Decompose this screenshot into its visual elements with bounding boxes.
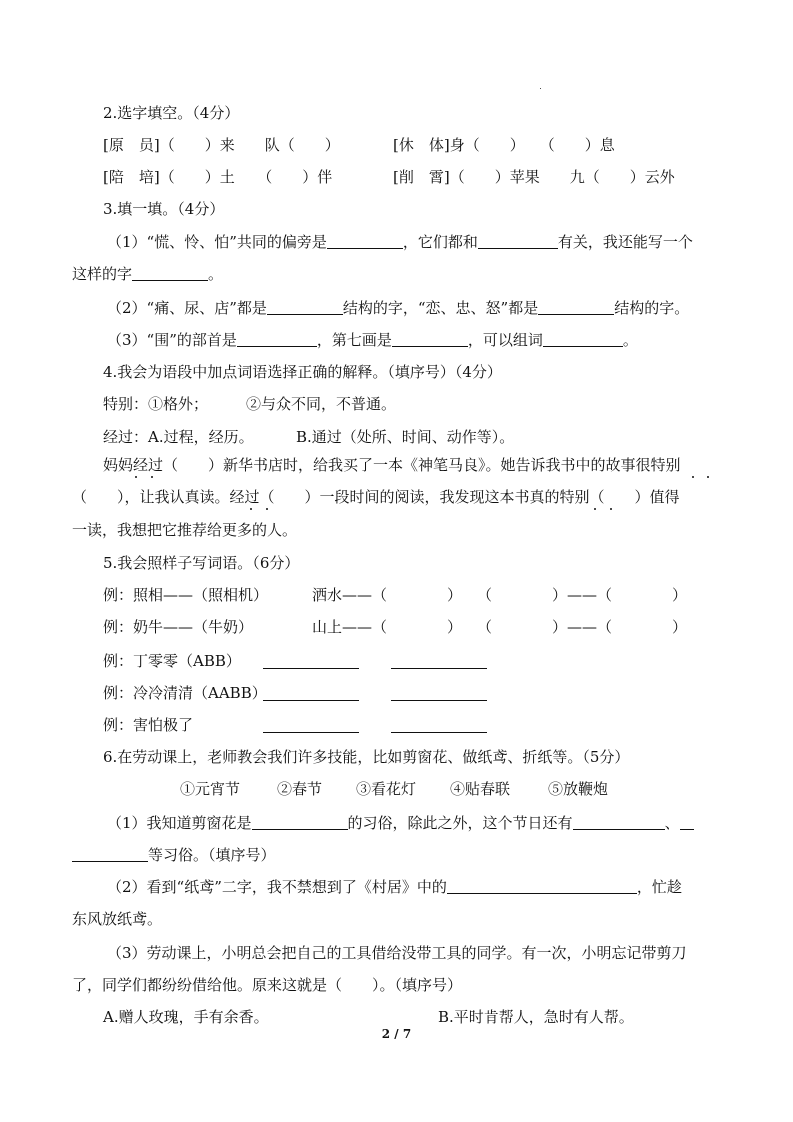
q4-title: 4.我会为语段中加点词语选择正确的解释。（填序号）（4分） — [103, 363, 502, 381]
q6-choice-b: B.平时肯帮人，急时有人帮。 — [438, 1008, 634, 1026]
q6-item1-text-d: 等习俗。（填序号） — [148, 846, 276, 864]
emphasis-dot — [250, 508, 252, 510]
q6-item1-text-b: 的习俗，除此之外，这个节日还有 — [347, 814, 573, 832]
q3-item3-text-c: ，可以组词 — [467, 331, 543, 349]
q2-row1-set1: [原 员]（ ）来 队（ ） — [103, 136, 340, 154]
q3-blank-char[interactable] — [132, 265, 208, 281]
q3-blank-word[interactable] — [543, 331, 623, 347]
q5-blank-abb-2[interactable] — [391, 668, 487, 669]
q5-example2: 例：奶牛——（牛奶） — [103, 618, 254, 636]
scan-mark — [540, 88, 541, 89]
q6-item3-line2: 了，同学们都纷纷借给他。原来这就是（ ）。（填序号） — [72, 976, 463, 994]
q3-item3-text-d: 。 — [622, 331, 638, 349]
q3-item1-text-a: （1）“慌、怜、怕”共同的偏旁是 — [107, 233, 327, 251]
q6-option: ⑤放鞭炮 — [548, 780, 609, 798]
emphasis-dot — [135, 476, 137, 478]
q3-item3 — [107, 330, 638, 350]
q4-def1-a: ①格外； — [148, 395, 209, 413]
q6-option: ④贴春联 — [450, 780, 511, 798]
emphasis-dot — [610, 508, 612, 510]
q5-example5: 例：害怕极了 — [103, 716, 194, 734]
q5-task2: 山上——（ ） （ ）——（ ） — [312, 618, 688, 636]
q4-def1-label: 特别： — [103, 395, 149, 413]
q3-item1-text-b: ，它们都和 — [402, 233, 478, 251]
q5-blank-jile-2[interactable] — [391, 732, 487, 733]
emphasis-dot — [594, 508, 596, 510]
q6-item1-text-c: 、 — [664, 814, 680, 832]
q4-def2-a: A.过程，经历。 — [148, 428, 254, 446]
q3-item1-text-e: 。 — [208, 265, 224, 283]
q5-task1: 洒水——（ ） （ ）——（ ） — [312, 586, 688, 604]
page-number: 2 / 7 — [381, 1027, 412, 1041]
q3-blank-structure2[interactable] — [538, 299, 614, 315]
q6-item1-text-a: （1）我知道剪窗花是 — [107, 814, 252, 832]
q6-choice-a: A.赠人玫瑰，手有余香。 — [103, 1008, 269, 1026]
q4-paragraph-line2: （ ），让我认真读。经过（ ）一段时间的阅读，我发现这本书真的特别（ ）值得 — [72, 488, 680, 506]
q3-blank-related[interactable] — [478, 233, 558, 249]
q3-item1-text-c: 有关，我还能写一个 — [557, 233, 693, 251]
q6-blank-poem[interactable] — [447, 878, 637, 894]
q6-item2-text-b: ，忙趁 — [636, 878, 682, 896]
q3-blank-radical-wei[interactable] — [237, 331, 317, 347]
q4-paragraph-line3: 一读，我想把它推荐给更多的人。 — [72, 521, 298, 539]
q3-item3-text-a: （3）“围”的部首是 — [107, 331, 237, 349]
q6-item2-line1 — [107, 877, 682, 897]
q2-row2-set2: [削 霄]（ ）苹果 九（ ）云外 — [393, 168, 675, 186]
q2-row1-set2: [休 体]身（ ） （ ）息 — [393, 136, 615, 154]
q4-def2-b: B.通过（处所、时间、动作等）。 — [296, 428, 515, 446]
q6-item3-line1: （3）劳动课上，小明总会把自己的工具借给没带工具的同学。有一次，小明忘记带剪刀 — [107, 944, 687, 962]
q3-item1-line1 — [107, 232, 693, 252]
q5-example3: 例：丁零零（ABB） — [103, 652, 241, 670]
emphasis-dot — [266, 508, 268, 510]
q3-item1-line2 — [72, 264, 223, 284]
q5-blank-abb-1[interactable] — [263, 668, 359, 669]
q5-blank-aabb-1[interactable] — [263, 700, 359, 701]
q4-paragraph-line1: 妈妈经过（ ）新华书店时，给我买了一本《神笔马良》。她告诉我书中的故事很特别 — [103, 456, 681, 474]
emphasis-dot — [151, 476, 153, 478]
q3-item2-text-a: （2）“痛、尿、店”都是 — [107, 299, 267, 317]
q2-row2-set1: [陪 培]（ ）土 （ ）伴 — [103, 168, 333, 186]
q6-item2-line2: 东风放纸鸢。 — [72, 910, 163, 928]
q6-option: ①元宵节 — [180, 780, 241, 798]
q6-blank-custom2-start[interactable] — [680, 814, 694, 830]
emphasis-dot — [707, 476, 709, 478]
q5-example1: 例：照相——（照相机） — [103, 586, 269, 604]
q6-blank-custom2[interactable] — [72, 846, 148, 862]
q6-item1-line1 — [107, 813, 694, 833]
q6-blank-custom1[interactable] — [573, 814, 665, 830]
q4-def1-b: ②与众不同，不普通。 — [246, 395, 397, 413]
q5-example4: 例：冷冷清清（AABB） — [103, 684, 267, 702]
q3-item2 — [107, 298, 689, 318]
q3-item3-text-b: ，第七画是 — [316, 331, 392, 349]
q6-blank-festival[interactable] — [252, 814, 348, 830]
q2-title: 2.选字填空。（4分） — [103, 104, 240, 122]
q4-def2-label: 经过： — [103, 428, 149, 446]
q6-option: ②春节 — [277, 780, 323, 798]
q6-title: 6.在劳动课上，老师教会我们许多技能，比如剪窗花、做纸鸢、折纸等。（5分） — [103, 748, 630, 766]
q3-title: 3.填一填。（4分） — [103, 200, 225, 218]
q3-item2-text-c: 结构的字。 — [614, 299, 690, 317]
q3-item1-text-d: 这样的字 — [72, 265, 133, 283]
q6-item2-text-a: （2）看到“纸鸢”二字，我不禁想到了《村居》中的 — [107, 878, 447, 896]
q5-blank-aabb-2[interactable] — [391, 700, 487, 701]
q6-item1-line2 — [72, 845, 276, 865]
q3-blank-radical[interactable] — [327, 233, 403, 249]
q6-option: ③看花灯 — [356, 780, 417, 798]
q3-blank-stroke[interactable] — [392, 331, 468, 347]
emphasis-dot — [692, 476, 694, 478]
q5-title: 5.我会照样子写词语。（6分） — [103, 554, 300, 572]
q3-blank-structure1[interactable] — [267, 299, 343, 315]
q5-blank-jile-1[interactable] — [263, 732, 359, 733]
q3-item2-text-b: 结构的字，“恋、忠、怒”都是 — [342, 299, 539, 317]
